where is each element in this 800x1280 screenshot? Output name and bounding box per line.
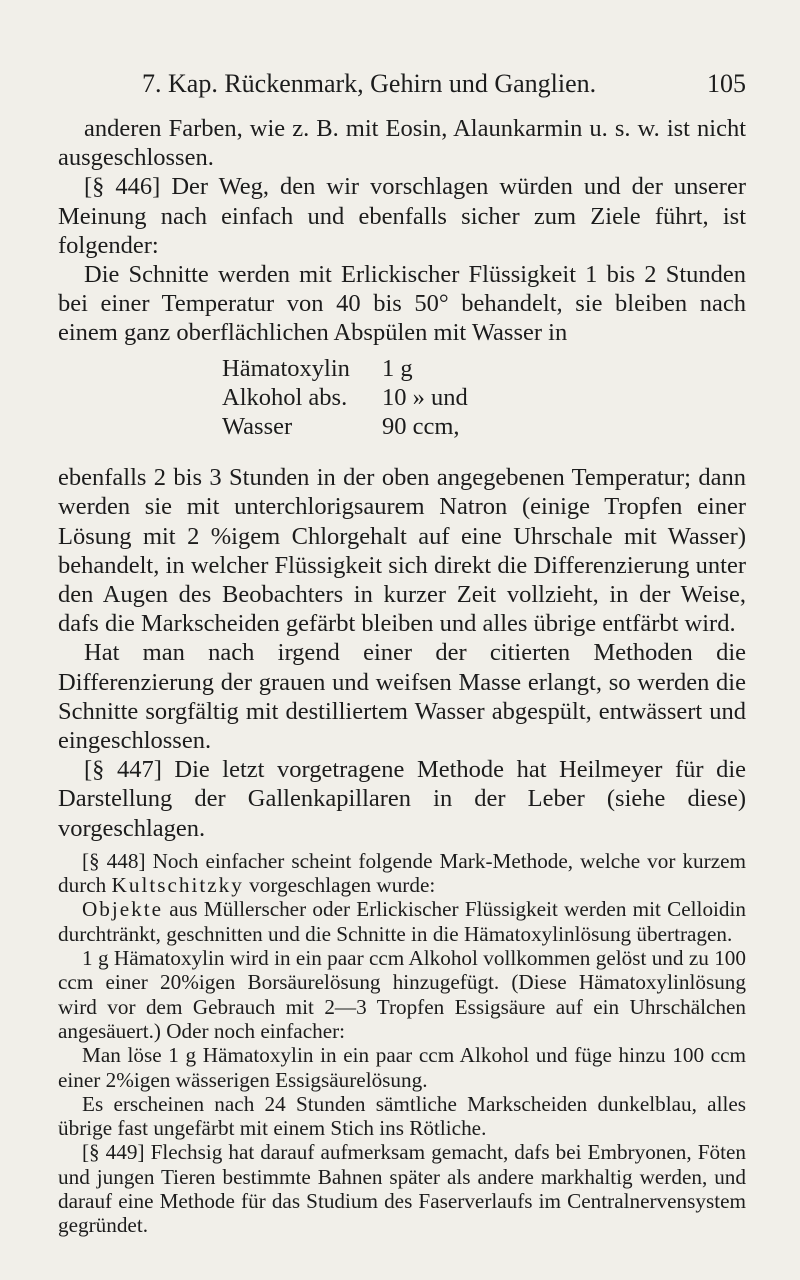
recipe-formula [58, 354, 746, 442]
paragraph-text: Es erscheinen nach 24 Stunden sämtliche Markscheiden dunkelblau, alles übrige fast ungefärbt mit einem Stich ins Rötliche. [58, 1091, 746, 1141]
small-print-text [58, 849, 746, 1238]
paragraph-text: Die letzt vorgetragene Methode hat Heilmeyer für die Darstellung der Gallenkapillaren in der Leber (siehe diese) vorgeschlagen. [58, 756, 746, 842]
formula-ingredient: Alkohol abs. [222, 383, 348, 411]
paragraph-text: ebenfalls 2 bis 3 Stunden in der oben angegebenen Temperatur; dann werden sie mit unterchlorigsaurem Natron (einige Tropfen einer Lösung mit 2 %igem Chlorgehalt auf eine Uhrschale mit Wasser) behandelt, in welcher Flüssigkeit sich direkt die Differenzierung unter den Augen des Beobachters in kurzer Zeit vollzieht, in der Weise, dafs die Markscheiden gefärbt bleiben und alles übrige entfärbt wird. [58, 464, 746, 638]
formula-quantity: 10 » und [382, 383, 468, 411]
formula-quantity: 90 ccm, [382, 413, 460, 440]
paragraph [58, 755, 746, 843]
formula-line [222, 354, 746, 383]
paragraph [58, 638, 746, 755]
section-ref: [§ 448] [82, 848, 146, 873]
formula-line [222, 412, 746, 441]
paragraph [58, 897, 746, 946]
paragraph [58, 849, 746, 898]
lead-word: Objekte [82, 897, 164, 922]
page-body [58, 114, 746, 1238]
paragraph-text: 1 g Hämatoxylin wird in ein paar ccm Alkohol vollkommen gelöst und zu 100 ccm einer 20%igen Borsäurelösung hinzugefügt. (Diese Hämatoxylinlösung wird vor dem Gebrauch mit 2—3 Tropfen Essigsäure auf ein Uhrschälchen angesäuert.) Oder noch einfacher: [58, 946, 746, 1043]
paragraph [58, 1092, 746, 1141]
paragraph-text: Noch einfacher scheint folgende Mark-Methode, welche vor kurzem durch [58, 848, 746, 898]
formula-ingredient: Wasser [222, 413, 293, 440]
formula-ingredient: Hämatoxylin [222, 354, 350, 382]
running-header [58, 62, 746, 106]
chapter-title: 7. Kap. Rückenmark, Gehirn und Ganglien. [142, 69, 597, 98]
paragraph-text: Flechsig hat darauf aufmerksam gemacht, dafs bei Embryonen, Föten und jungen Tieren bestimmte Bahnen später als andere markhaltig werden, und darauf eine Methode für das Studium des Faserverlaufs im Centralnervensystem gegründet. [58, 1140, 746, 1238]
author-name: Kultschitzky [111, 873, 244, 898]
section-ref: [§ 449] [82, 1140, 145, 1165]
paragraph-text: vorgeschlagen wurde: [243, 873, 436, 898]
paragraph [58, 114, 746, 172]
paragraph [58, 260, 746, 348]
paragraph-text: anderen Farben, wie z. B. mit Eosin, Alaunkarmin u. s. w. ist nicht ausgeschlossen. [58, 115, 746, 172]
section-ref: [§ 447] [84, 756, 162, 784]
paragraph-text: Man löse 1 g Hämatoxylin in ein paar ccm Alkohol und füge hinzu 100 ccm einer 2%igen wässerigen Essigsäurelösung. [58, 1043, 746, 1092]
formula-quantity: 1 g [382, 354, 413, 382]
main-text [58, 114, 746, 843]
paragraph [58, 463, 746, 638]
paragraph [58, 1043, 746, 1092]
paragraph [58, 946, 746, 1043]
section-ref: [§ 446] [84, 173, 161, 201]
paragraph-text: Der Weg, den wir vorschlagen würden und der unserer Meinung nach einfach und ebenfalls sicher zum Ziele führt, ist folgender: [58, 173, 746, 259]
paragraph [58, 172, 746, 260]
paragraph-text: aus Müllerscher oder Erlickischer Flüssigkeit werden mit Celloidin durchtränkt, geschnitten und die Schnitte in die Hämatoxylinlösung übertragen. [58, 897, 746, 946]
paragraph-text: Die Schnitte werden mit Erlickischer Flüssigkeit 1 bis 2 Stunden bei einer Temperatur von 40 bis 50° behandelt, sie bleiben nach einem ganz oberflächlichen Abspülen mit Wasser in [58, 261, 746, 347]
page-number: 105 [707, 69, 746, 98]
paragraph-text: Hat man nach irgend einer der citierten Methoden die Differenzierung der grauen und weifsen Masse erlangt, so werden die Schnitte sorgfältig mit destilliertem Wasser abgespült, entwässert und eingeschlossen. [58, 639, 746, 755]
formula-line [222, 383, 746, 412]
paragraph [58, 1140, 746, 1237]
